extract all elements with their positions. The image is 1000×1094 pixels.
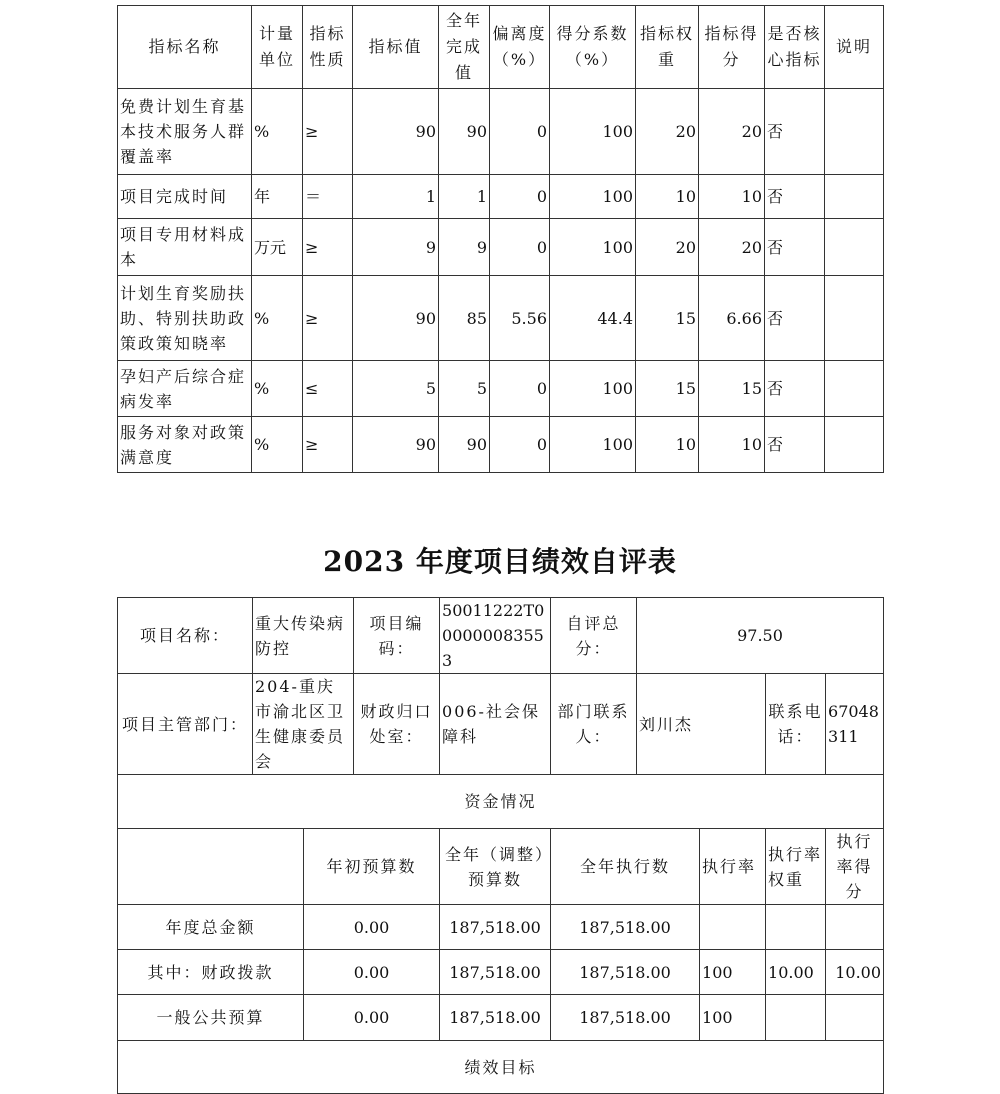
funds-columns-row [118,829,884,905]
funds-col-rate-score: 执行率得分 [826,829,884,905]
value-cell: 5 [353,361,439,417]
nature-cell: ≥ [303,276,353,361]
coef-cell: 100 [550,417,636,473]
value-cell: 9 [353,219,439,276]
funds-row-label: 其中：财政拨款 [118,950,304,995]
note-cell [825,219,884,276]
nature-cell: ≥ [303,417,353,473]
note-cell [825,175,884,219]
project-code-value: 50011222T000000083553 [440,598,551,674]
funds-rate-weight [766,905,826,950]
nature-cell: ≤ [303,361,353,417]
deviation-cell: 5.56 [490,276,550,361]
funds-rate-score [826,905,884,950]
coef-cell: 100 [550,219,636,276]
dept-value: 204-重庆市渝北区卫生健康委员会 [253,674,354,775]
funds-col-initial: 年初预算数 [304,829,440,905]
unit-cell: 年 [252,175,303,219]
header-cell: 指标权重 [636,6,699,89]
funds-executed: 187,518.00 [551,950,700,995]
core-cell: 否 [765,219,825,276]
weight-cell: 20 [636,89,699,175]
indicator-name: 免费计划生育基本技术服务人群覆盖率 [118,89,252,175]
funds-initial: 0.00 [304,950,440,995]
dept-info-row [118,674,884,775]
complete-cell: 9 [439,219,490,276]
score-cell: 10 [699,417,765,473]
score-cell: 20 [699,219,765,276]
header-cell: 指标值 [353,6,439,89]
coef-cell: 100 [550,89,636,175]
core-cell: 否 [765,175,825,219]
indicator-header-row [118,6,884,89]
table-row [118,417,884,473]
header-cell: 说明 [825,6,884,89]
weight-cell: 10 [636,175,699,219]
unit-cell: % [252,361,303,417]
value-cell: 90 [353,417,439,473]
coef-cell: 100 [550,175,636,219]
value-cell: 90 [353,276,439,361]
header-cell: 指标名称 [118,6,252,89]
phone-value: 67048311 [826,674,884,775]
complete-cell: 1 [439,175,490,219]
table-row [118,219,884,276]
indicator-name: 计划生育奖励扶助、特别扶助政策政策知晓率 [118,276,252,361]
funds-rate [700,905,766,950]
score-value: 97.50 [637,598,884,674]
value-cell: 90 [353,89,439,175]
funds-col-rate-weight: 执行率权重 [766,829,826,905]
weight-cell: 20 [636,219,699,276]
funds-header-row [118,775,884,829]
unit-cell: % [252,417,303,473]
page-title: 2023 年度项目绩效自评表 [323,545,677,578]
score-cell: 20 [699,89,765,175]
funds-row-label: 年度总金额 [118,905,304,950]
score-cell: 6.66 [699,276,765,361]
nature-cell: ≥ [303,219,353,276]
funds-adjusted: 187,518.00 [440,950,551,995]
table-row [118,361,884,417]
funds-rate-weight: 10.00 [766,950,826,995]
header-cell: 指标得分 [699,6,765,89]
funds-executed: 187,518.00 [551,995,700,1041]
score-cell: 10 [699,175,765,219]
core-cell: 否 [765,361,825,417]
project-name-value: 重大传染病防控 [253,598,354,674]
indicator-name: 项目专用材料成本 [118,219,252,276]
funds-rate-weight [766,995,826,1041]
complete-cell: 85 [439,276,490,361]
score-label: 自评总分： [551,598,637,674]
table-row [118,950,884,995]
note-cell [825,417,884,473]
funds-rate: 100 [700,995,766,1041]
indicator-name: 孕妇产后综合症病发率 [118,361,252,417]
funds-col-executed: 全年执行数 [551,829,700,905]
header-cell: 得分系数（%） [550,6,636,89]
finance-value: 006-社会保障科 [440,674,551,775]
header-cell: 指标性质 [303,6,353,89]
funds-section-header: 资金情况 [118,775,884,829]
weight-cell: 15 [636,361,699,417]
funds-adjusted: 187,518.00 [440,995,551,1041]
funds-col-adjusted: 全年（调整）预算数 [440,829,551,905]
header-cell: 偏离度（%） [490,6,550,89]
goals-header-row [118,1041,884,1094]
deviation-cell: 0 [490,417,550,473]
funds-executed: 187,518.00 [551,905,700,950]
core-cell: 否 [765,417,825,473]
complete-cell: 5 [439,361,490,417]
phone-label: 联系电话： [766,674,826,775]
contact-label: 部门联系人： [551,674,637,775]
table-row [118,276,884,361]
funds-initial: 0.00 [304,905,440,950]
nature-cell: ＝ [303,175,353,219]
header-cell: 全年完成值 [439,6,490,89]
finance-label: 财政归口处室： [354,674,440,775]
table-row [118,89,884,175]
weight-cell: 10 [636,417,699,473]
funds-row-label: 一般公共预算 [118,995,304,1041]
core-cell: 否 [765,89,825,175]
unit-cell: % [252,276,303,361]
complete-cell: 90 [439,89,490,175]
goals-section-header: 绩效目标 [118,1041,884,1094]
dept-label: 项目主管部门： [118,674,253,775]
core-cell: 否 [765,276,825,361]
unit-cell: 万元 [252,219,303,276]
complete-cell: 90 [439,417,490,473]
deviation-cell: 0 [490,219,550,276]
score-cell: 15 [699,361,765,417]
project-info-row [118,598,884,674]
funds-adjusted: 187,518.00 [440,905,551,950]
coef-cell: 44.4 [550,276,636,361]
table-row [118,995,884,1041]
table-row [118,175,884,219]
weight-cell: 15 [636,276,699,361]
note-cell [825,276,884,361]
note-cell [825,361,884,417]
unit-cell: % [252,89,303,175]
value-cell: 1 [353,175,439,219]
indicator-name: 项目完成时间 [118,175,252,219]
note-cell [825,89,884,175]
funds-initial: 0.00 [304,995,440,1041]
nature-cell: ≥ [303,89,353,175]
deviation-cell: 0 [490,361,550,417]
contact-value: 刘川杰 [637,674,766,775]
deviation-cell: 0 [490,89,550,175]
self-evaluation-table [117,597,884,1094]
indicator-table [117,5,884,473]
header-cell: 计量单位 [252,6,303,89]
coef-cell: 100 [550,361,636,417]
header-cell: 是否核心指标 [765,6,825,89]
project-code-label: 项目编码： [354,598,440,674]
funds-col-rate: 执行率 [700,829,766,905]
project-name-label: 项目名称： [118,598,253,674]
funds-rate-score [826,995,884,1041]
funds-rate: 100 [700,950,766,995]
funds-rate-score: 10.00 [826,950,884,995]
table-row [118,905,884,950]
indicator-name: 服务对象对政策满意度 [118,417,252,473]
deviation-cell: 0 [490,175,550,219]
funds-col-blank [118,829,304,905]
